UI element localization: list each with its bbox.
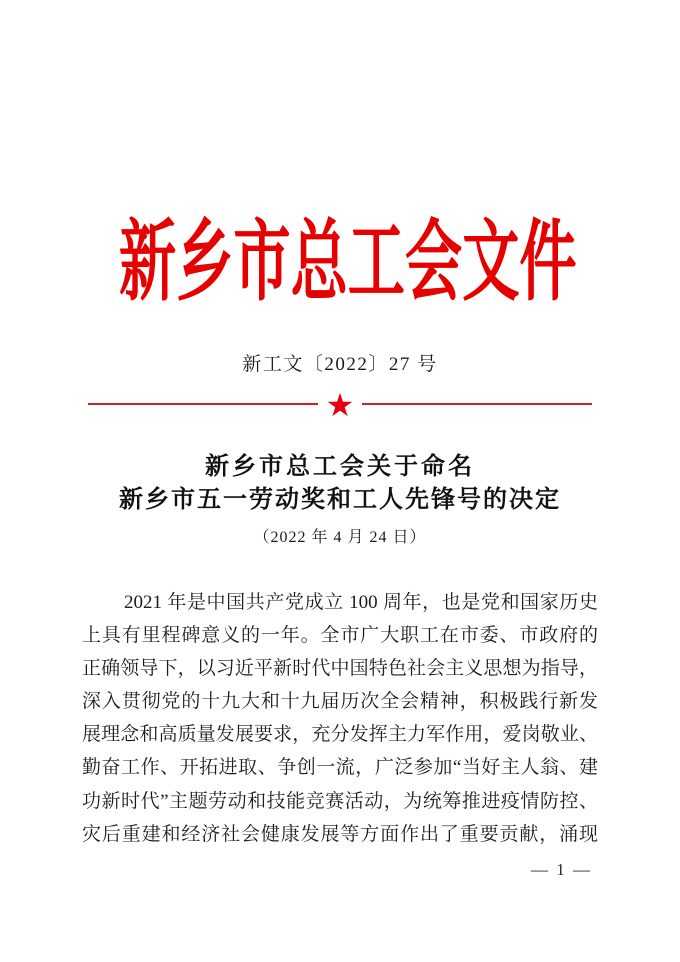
document-number: 新工文〔2022〕27 号 xyxy=(242,354,438,375)
body-line: 上具有里程碑意义的一年。全市广大职工在市委、市政府的 xyxy=(82,625,598,647)
red-rule-separator xyxy=(88,386,592,424)
body-line: 正确领导下，以习近平新时代中国特色社会主义思想为指导， xyxy=(82,658,598,680)
masthead-title: 新乡市总工会文件 xyxy=(119,215,577,312)
red-rule-left xyxy=(88,403,318,405)
red-rule-right xyxy=(362,403,592,405)
star-icon: ★ xyxy=(325,386,355,424)
document-date: （2022 年 4 月 24 日） xyxy=(253,529,427,546)
body-paragraph xyxy=(82,586,598,851)
body-line: 勤奋工作、开拓进取、争创一流，广泛参加“当好主人翁、建 xyxy=(82,757,598,779)
body-line: 展理念和高质量发展要求，充分发挥主力军作用，爱岗敬业、 xyxy=(82,724,598,746)
page-number: — 1 — xyxy=(531,860,592,879)
body-line: 灾后重建和经济社会健康发展等方面作出了重要贡献，涌现 xyxy=(82,823,598,845)
body-line: 深入贯彻党的十九大和十九届历次全会精神，积极践行新发 xyxy=(82,691,598,713)
document-title-line-2: 新乡市五一劳动奖和工人先锋号的决定 xyxy=(119,487,561,513)
body-line: 2021 年是中国共产党成立 100 周年，也是党和国家历史 xyxy=(124,592,598,613)
body-line: 功新时代”主题劳动和技能竞赛活动，为统筹推进疫情防控、 xyxy=(82,790,598,812)
document-title-line-1: 新乡市总工会关于命名 xyxy=(205,454,475,480)
